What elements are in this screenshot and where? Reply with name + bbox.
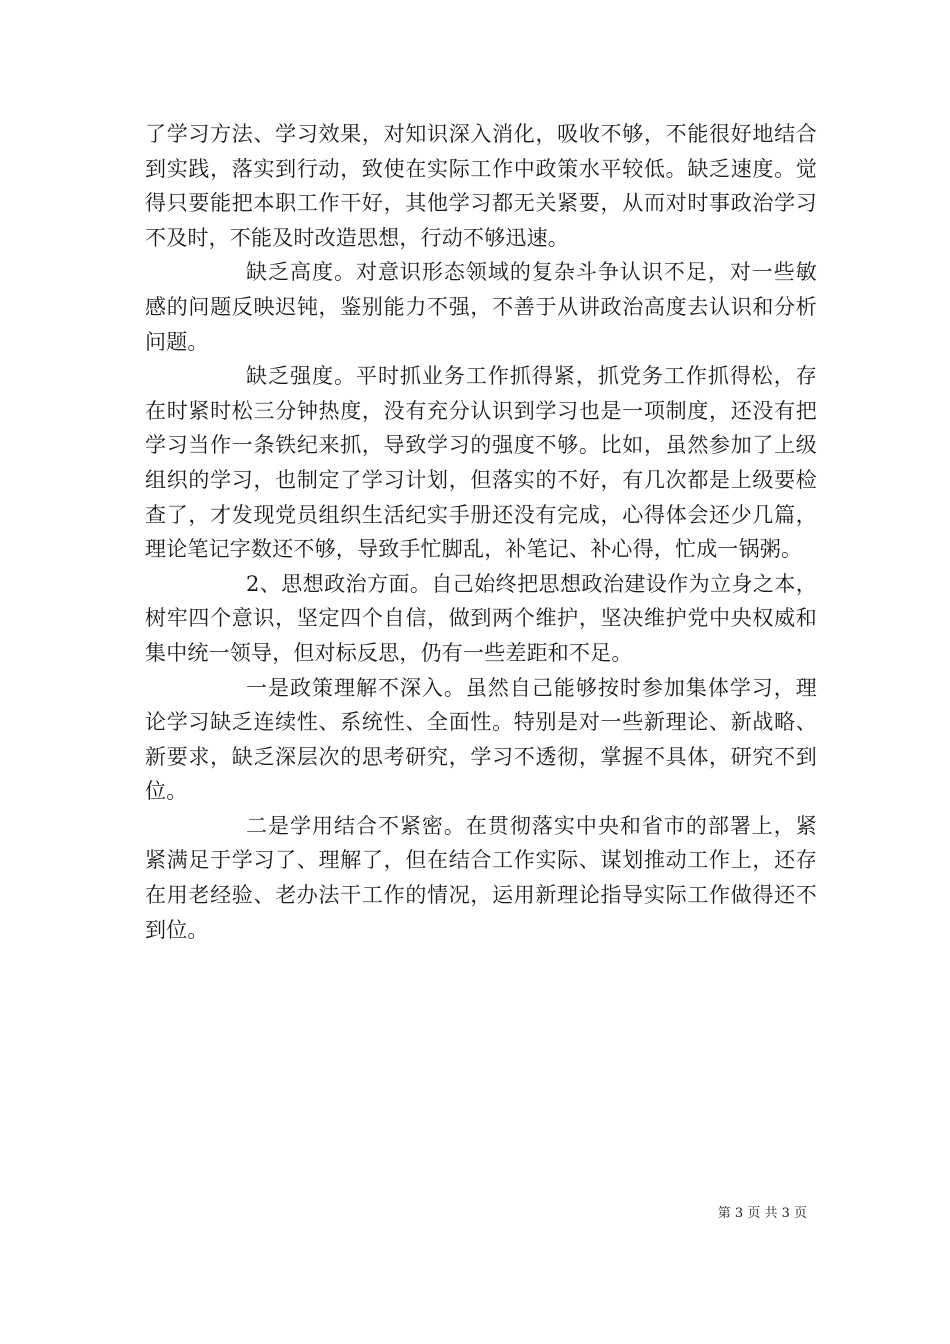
paragraph-policy-understanding: 一是政策理解不深入。虽然自己能够按时参加集体学习，理论学习缺乏连续性、系统性、全面性。特别是对一些新理论、新战略、新要求，缺乏深层次的思考研究，学习不透彻，掌握不具体，研究不到位。: [145, 675, 817, 804]
page-number-footer: 第 3 页 共 3 页: [717, 1206, 807, 1221]
paragraph-political-thought: 2、思想政治方面。自己始终把思想政治建设作为立身之本，树牢四个意识，坚定四个自信，做到两个维护，坚决维护党中央权威和集中统一领导，但对标反思，仍有一些差距和不足。: [145, 571, 817, 665]
paragraph-lack-of-height: 缺乏高度。对意识形态领域的复杂斗争认识不足，对一些敏感的问题反映迟钝，鉴别能力不强，不善于从讲政治高度去认识和分析问题。: [145, 260, 817, 354]
paragraph-learning-application: 二是学用结合不紧密。在贯彻落实中央和省市的部署上，紧紧满足于学习了、理解了，但在结合工作实际、谋划推动工作上，还存在用老经验、老办法干工作的情况，运用新理论指导实际工作做得还不到位。: [145, 813, 817, 942]
document-body: [145, 117, 817, 947]
paragraph-lack-of-intensity: 缺乏强度。平时抓业务工作抓得紧，抓党务工作抓得松，存在时紧时松三分钟热度，没有充分认识到学习也是一项制度，还没有把学习当作一条铁纪来抓，导致学习的强度不够。比如，虽然参加了上级组织的学习，也制定了学习计划，但落实的不好，有几次都是上级要检查了，才发现党员组织生活纪实手册还没有完成，心得体会还少几篇，理论笔记字数还不够，导致手忙脚乱，补笔记、补心得，忙成一锅粥。: [145, 364, 817, 562]
paragraph-continuation: 了学习方法、学习效果，对知识深入消化，吸收不够，不能很好地结合到实践，落实到行动，致使在实际工作中政策水平较低。缺乏速度。觉得只要能把本职工作干好，其他学习都无关紧要，从而对时事政治学习不及时，不能及时改造思想，行动不够迅速。: [145, 122, 817, 250]
